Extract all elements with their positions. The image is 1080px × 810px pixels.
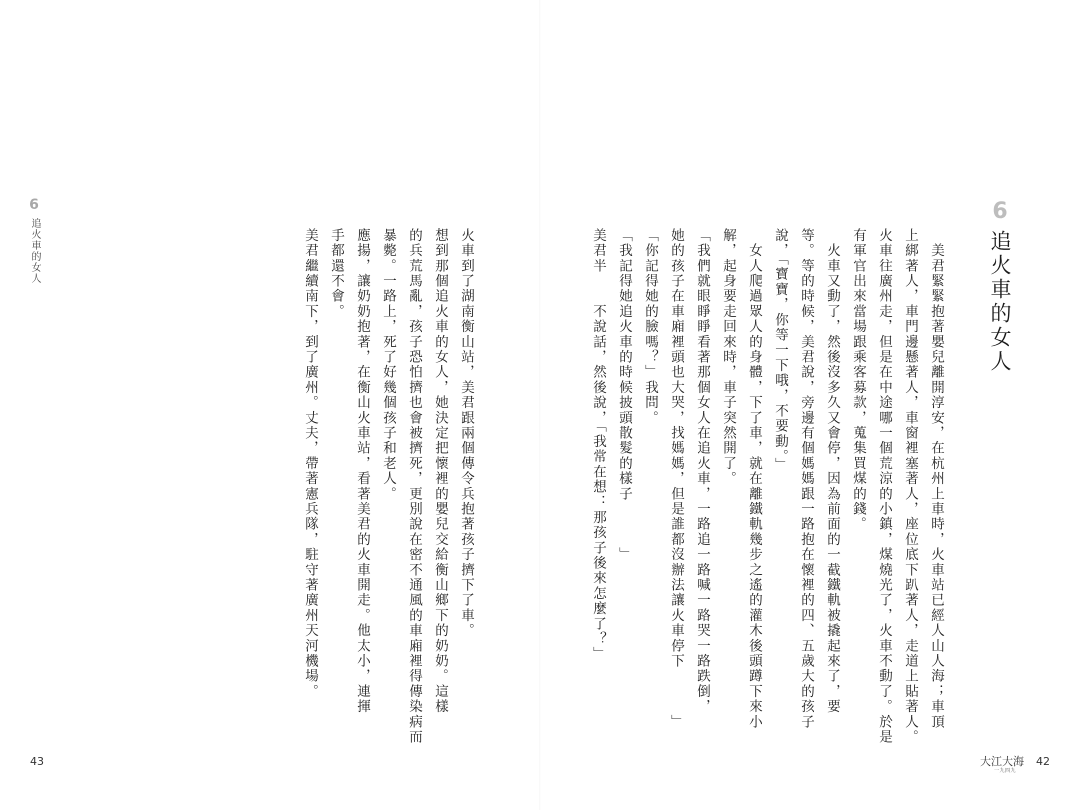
body-line-r12: 「你記得她的臉嗎？」我問。 <box>642 228 658 426</box>
body-line-l5: 應揚，讓奶奶抱著，在衡山火車站，看著美君的火車開走。他太小，連揮 <box>354 228 370 715</box>
body-line-l3: 的兵荒馬亂，孩子恐怕擠也會被擠死，更別說在密不通風的車廂裡得傳染病而 <box>406 228 422 745</box>
running-chapter-number: 6 <box>29 197 39 213</box>
body-line-r9: 解，起身要走回來時，車子突然開了。 <box>720 228 736 487</box>
running-chapter-title: 追火車的女人 <box>29 218 40 284</box>
body-line-l6: 手都還不會。 <box>328 228 344 320</box>
footer-book-year: 一九四九 <box>994 768 1017 774</box>
chapter-number: 6 <box>992 199 1008 224</box>
page-number-right: 42 <box>1036 755 1050 768</box>
body-line-r7: 說，「寶寶，你等一下哦，不要動。」 <box>772 228 788 473</box>
body-line-l1: 火車到了湖南衡山站，美君跟兩個傳令兵抱著孩子擠下了車。 <box>458 228 474 639</box>
body-line-r14: 美君半 不說話，然後說，「我常在想：那孩子後來怎麼了？」 <box>590 228 606 663</box>
footer-book-title: 大江大海 <box>980 755 1024 768</box>
body-line-r5: 火車又動了，然後沒多久又會停，因為前面的一截鐵軌被撬起來了，要 <box>824 228 840 715</box>
body-line-r6: 等。等的時候，美君說，旁邊有個媽媽跟一路抱在懷裡的四、五歲大的孩子 <box>798 228 814 730</box>
body-line-l4: 暴斃。一路上，死了好幾個孩子和老人。 <box>380 228 396 502</box>
body-line-r4: 有軍官出來當場跟乘客募款，蒐集買煤的錢。 <box>850 228 866 532</box>
body-line-l7: 美君繼續南下，到了廣州。丈夫，帶著憲兵隊，駐守著廣州天河機場。 <box>302 228 318 700</box>
body-line-r10: 「我們就眼睜睜看著那個女人在追火車，一路追一路喊一路哭一路跌倒， <box>694 228 710 715</box>
page-number-left: 43 <box>30 755 44 768</box>
gutter-shadow <box>539 0 541 810</box>
chapter-title: 追火車的女人 <box>988 230 1012 374</box>
body-line-r2: 上綁著人，車門邊懸著人，車窗裡塞著人，座位底下趴著人，走道上貼著人。 <box>902 228 918 745</box>
body-line-r13: 「我記得她追火車的時候披頭散髮的樣子 」 <box>616 228 632 563</box>
body-line-l2: 想到那個追火車的女人，她決定把懷裡的嬰兒交給衡山鄉下的奶奶。這樣 <box>432 228 448 715</box>
body-line-r3: 火車往廣州走，但是在中途哪一個荒涼的小鎮，煤燒光了，火車不動了。於是 <box>876 228 892 745</box>
body-line-r11: 她的孩子在車廂裡頭也大哭，找媽媽，但是誰都沒辦法讓火車停下 」 <box>668 228 684 730</box>
body-line-r1: 美君緊緊抱著嬰兒離開淳安，在杭州上車時，火車站已經人山人海；車頂 <box>928 228 944 730</box>
body-line-r8: 女人爬過眾人的身體，下了車，就在離鐵軌幾步之遙的灌木後頭蹲下來小 <box>746 228 762 730</box>
